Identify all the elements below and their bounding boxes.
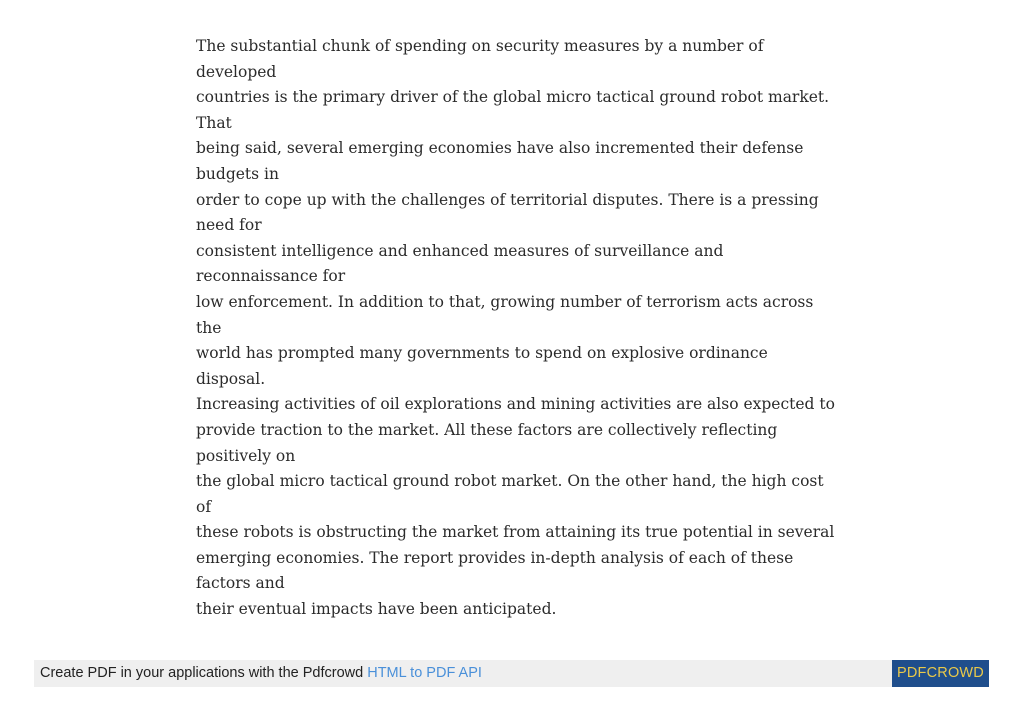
body-paragraph: The substantial chunk of spending on security measures by a number of developed countries is the primary driver of the global micro tactical ground robot market. That being said, several emerging economies have also incremented their defense budgets in order to cope up with the challenges of territorial disputes. There is a pressing need for consistent intelligence and enhanced measures of surveillance and reconnaissance for low enforcement. In addition to that, growing number of terrorism acts across the world has prompted many governments to spend on explosive ordinance disposal. Increasing activities of oil explorations and mining activities are also expected to provide traction to the market. All these factors are collectively reflecting positively on the global micro tactical ground robot market. On the other hand, the high cost of these robots is obstructing the market from attaining its true potential in several emerging economies. The report provides in-depth analysis of each of these factors and their eventual impacts have been anticipated. <box>196 37 835 619</box>
footer-text <box>40 660 482 687</box>
footer-prefix: Create PDF in your applications with the Pdfcrowd <box>40 665 368 681</box>
pdfcrowd-badge-link[interactable]: PDFCROWD <box>892 660 989 687</box>
pdfcrowd-footer <box>34 660 989 687</box>
html-to-pdf-api-link[interactable]: HTML to PDF API <box>367 665 482 681</box>
